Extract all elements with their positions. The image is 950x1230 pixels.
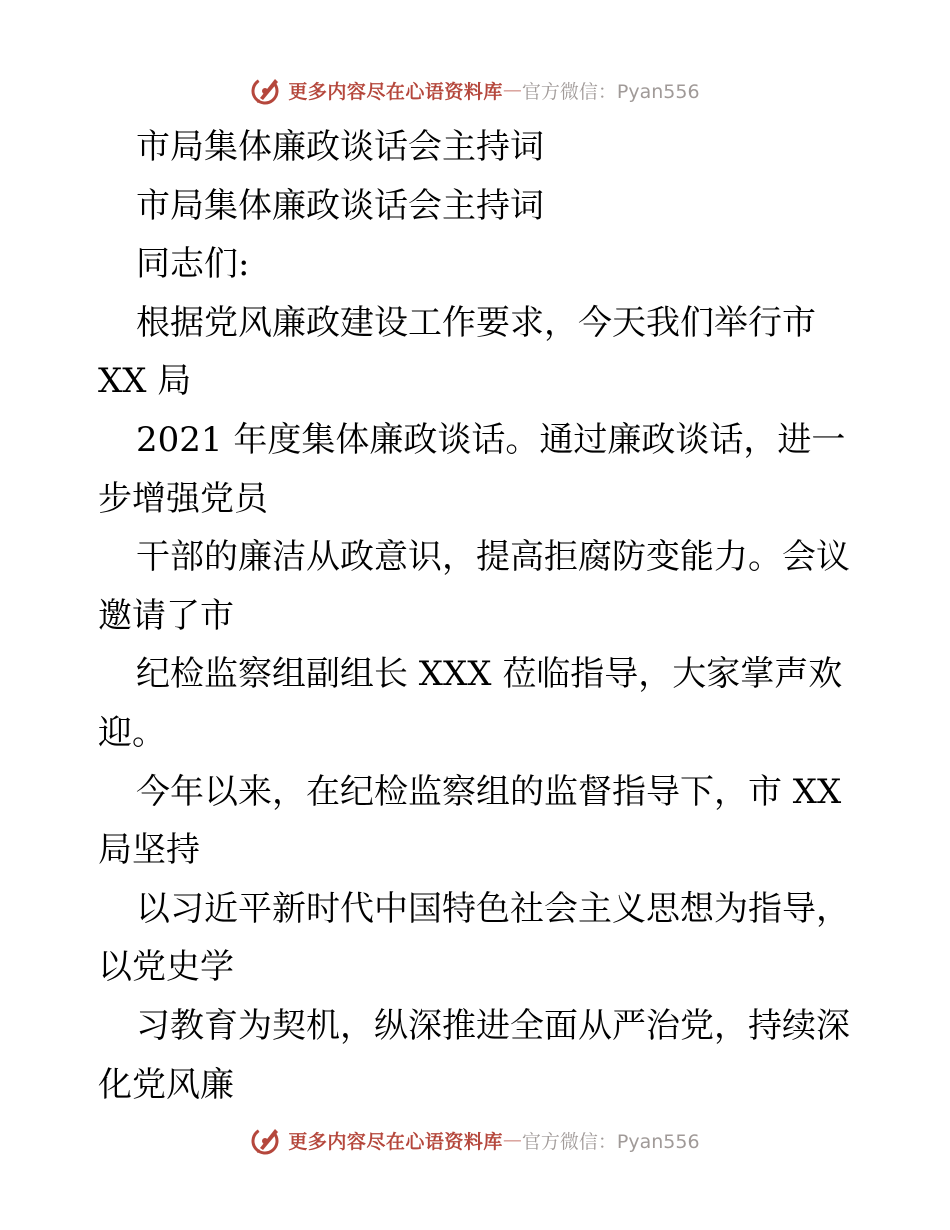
quill-logo-icon bbox=[250, 73, 284, 107]
document-line: 化党风廉 bbox=[98, 1064, 234, 1105]
watermark-wechat-text: 官方微信：Pyan556 bbox=[521, 80, 700, 103]
quill-logo-icon bbox=[250, 1123, 284, 1157]
document-line: 局坚持 bbox=[98, 830, 200, 871]
document-line: 根据党风廉政建设工作要求，今天我们举行市 bbox=[136, 302, 816, 343]
document-body bbox=[98, 118, 858, 1114]
watermark-dash: — bbox=[502, 1129, 522, 1151]
document-line: 同志们: bbox=[136, 244, 250, 285]
document-line: 以习近平新时代中国特色社会主义思想为指导， bbox=[136, 888, 850, 929]
document-line: 市局集体廉政谈话会主持词 bbox=[136, 185, 544, 226]
watermark-dash: — bbox=[502, 79, 522, 101]
document-line: 2021 年度集体廉政谈话。通过廉政谈话，进一 bbox=[136, 419, 846, 460]
watermark-lead-text: 更多内容尽在心语资料库 bbox=[288, 80, 503, 103]
document-line: 邀请了市 bbox=[98, 595, 234, 636]
document-line: 市局集体廉政谈话会主持词 bbox=[136, 127, 544, 167]
document-line: XX 局 bbox=[98, 361, 192, 402]
document-line: 纪检监察组副组长 XXX 莅临指导，大家掌声欢 bbox=[136, 654, 843, 695]
watermark-lead-text: 更多内容尽在心语资料库 bbox=[288, 1130, 503, 1153]
document-line: 今年以来，在纪检监察组的监督指导下，市 XX bbox=[136, 771, 842, 812]
document-line: 干部的廉洁从政意识，提高拒腐防变能力。会议 bbox=[136, 537, 850, 578]
watermark-wechat-text: 官方微信：Pyan556 bbox=[521, 1130, 700, 1153]
document-line: 步增强党员 bbox=[98, 478, 268, 519]
document-line: 习教育为契机，纵深推进全面从严治党，持续深 bbox=[136, 1005, 850, 1046]
document-line: 迎。 bbox=[98, 712, 166, 753]
document-line: 以党史学 bbox=[98, 947, 234, 988]
watermark-footer bbox=[0, 1120, 950, 1160]
watermark-header bbox=[0, 70, 950, 110]
